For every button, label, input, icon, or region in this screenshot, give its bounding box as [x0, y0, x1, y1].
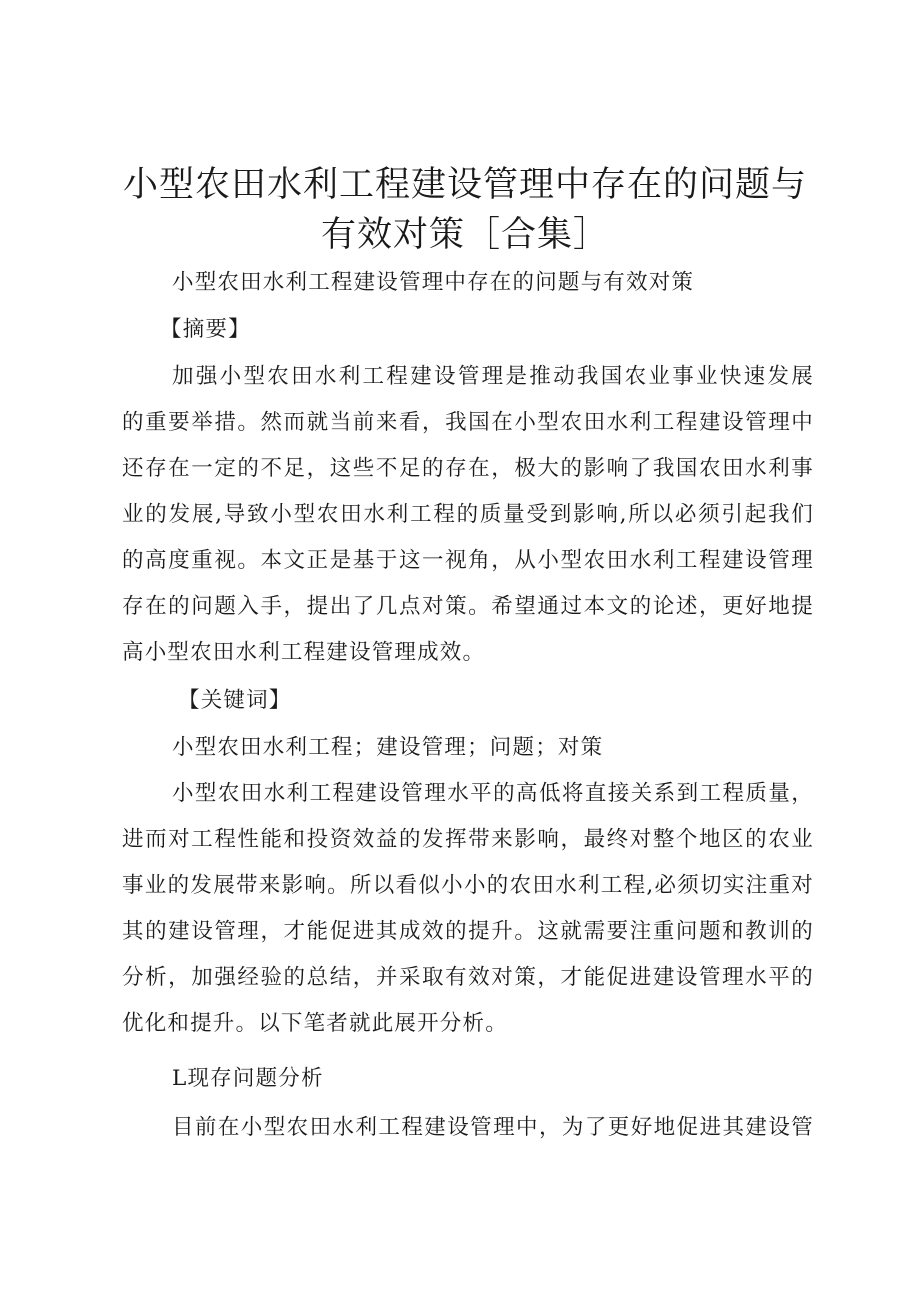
abstract-line: 的重要举措。然而就当前来看，我国在小型农田水利工程建设管理中	[122, 410, 814, 435]
abstract-line: 存在的问题入手，提出了几点对策。希望通过本文的论述，更好地提	[122, 594, 814, 619]
abstract-line: 高小型农田水利工程建设管理成效。	[122, 640, 486, 665]
document-title: 小型农田水利工程建设管理中存在的问题与有效对策［合集］	[122, 165, 807, 255]
intro-line: 事业的发展带来影响。所以看似小小的农田水利工程,必须切实注重对	[122, 873, 814, 898]
intro-line: 优化和提升。以下笔者就此展开分析。	[122, 1011, 508, 1036]
intro-line: 进而对工程性能和投资效益的发挥带来影响，最终对整个地区的农业	[122, 827, 814, 852]
intro-line: 其的建设管理，才能促进其成效的提升。这就需要注重问题和教训的	[122, 919, 814, 944]
abstract-line: 的高度重视。本文正是基于这一视角，从小型农田水利工程建设管理	[122, 548, 814, 573]
intro-line: 小型农田水利工程建设管理水平的高低将直接关系到工程质量，	[172, 781, 814, 806]
abstract-line: 还存在一定的不足，这些不足的存在，极大的影响了我国农田水利事	[122, 456, 814, 481]
section-paragraph-line: 目前在小型农田水利工程建设管理中，为了更好地促进其建设管	[172, 1115, 814, 1140]
keywords-heading: 【关键词】	[178, 688, 292, 713]
section-heading: L现存问题分析	[172, 1066, 324, 1091]
abstract-heading: 【摘要】	[160, 317, 251, 342]
abstract-line: 加强小型农田水利工程建设管理是推动我国农业事业快速发展	[172, 364, 814, 389]
abstract-line: 业的发展,导致小型农田水利工程的质量受到影响,所以必须引起我们	[122, 502, 814, 527]
intro-line: 分析，加强经验的总结，并采取有效对策，才能促进建设管理水平的	[122, 965, 814, 990]
keywords-list: 小型农田水利工程；建设管理；问题；对策	[172, 735, 604, 760]
document-subtitle: 小型农田水利工程建设管理中存在的问题与有效对策	[172, 270, 695, 295]
